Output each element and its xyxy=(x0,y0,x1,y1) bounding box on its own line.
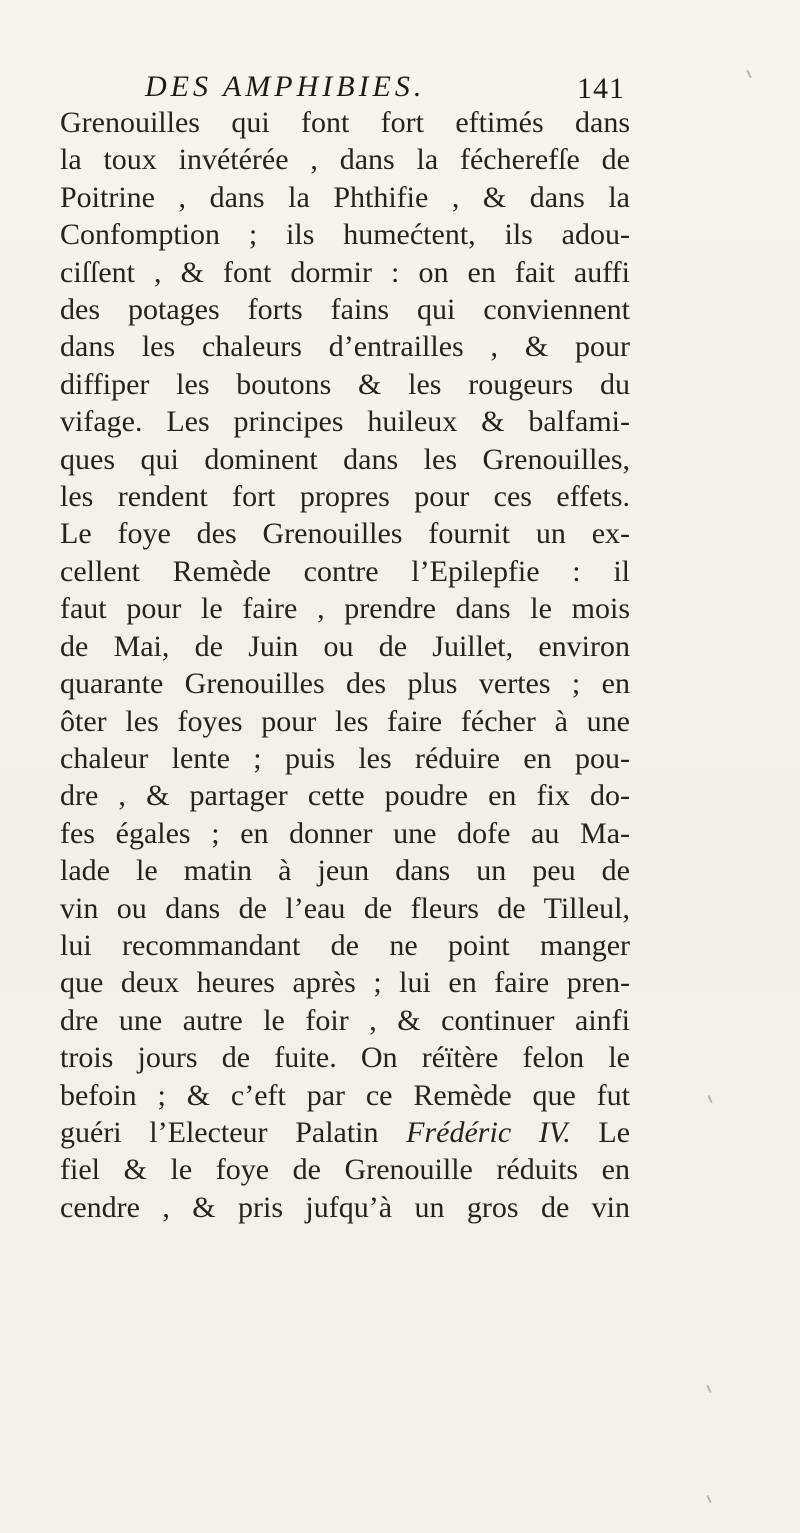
text-line: dre , & partager cette poudre en fix do- xyxy=(60,779,630,813)
text-line: fes égales ; en donner une dofe au Ma- xyxy=(60,816,630,850)
text-line: des potages forts fains qui conviennent xyxy=(60,293,630,327)
body-text xyxy=(60,104,630,1226)
text-line: que deux heures après ; lui en faire pren- xyxy=(60,966,630,1000)
running-title: DES AMPHIBIES. xyxy=(145,70,426,103)
text-fragment: guéri l’Electeur Palatin xyxy=(60,1115,379,1149)
text-line: ôter les foyes pour les faire fécher à une xyxy=(60,704,630,738)
text-line: befoin ; & c’eft par ce Remède que fut xyxy=(60,1078,630,1112)
text-line: ques qui dominent dans les Grenouilles, xyxy=(60,442,630,476)
text-line: lui recommandant de ne point manger xyxy=(60,928,630,962)
stray-mark xyxy=(707,1095,712,1103)
text-line: cendre , & pris jufqu’à un gros de vin xyxy=(60,1190,630,1224)
text-line: vifage. Les principes huileux & balfami- xyxy=(60,405,630,439)
text-line: Grenouilles qui font fort eftimés dans xyxy=(60,106,630,139)
text-line: de Mai, de Juin ou de Juillet, environ xyxy=(60,629,630,663)
stray-mark xyxy=(706,1495,711,1503)
page-number: 141 xyxy=(577,72,625,105)
text-line-with-name xyxy=(60,1114,630,1151)
text-line: vin ou dans de l’eau de fleurs de Tilleul, xyxy=(60,891,630,925)
text-line: dans les chaleurs d’entrailles , & pour xyxy=(60,330,630,364)
text-line: fiel & le foye de Grenouille réduits en xyxy=(60,1153,630,1187)
italic-name: Frédéric IV. xyxy=(406,1115,571,1149)
stray-mark xyxy=(746,70,751,78)
text-fragment: Le xyxy=(598,1115,631,1149)
text-line: faut pour le faire , prendre dans le mois xyxy=(60,592,630,626)
text-line: Le foye des Grenouilles fournit un ex- xyxy=(60,517,630,551)
text-line: dre une autre le foir , & continuer ainfi xyxy=(60,1003,630,1037)
text-line: chaleur lente ; puis les réduire en pou- xyxy=(60,741,630,775)
text-line: la toux invétérée , dans la fécherefſe de xyxy=(60,143,630,177)
text-line: diffiper les boutons & les rougeurs du xyxy=(60,367,630,401)
text-line: ciſſent , & font dormir : on en fait auffi xyxy=(60,255,630,289)
text-line: trois jours de fuite. On réïtère felon le xyxy=(60,1041,630,1075)
text-line: Poitrine , dans la Phthifie , & dans la xyxy=(60,180,630,214)
stray-mark xyxy=(706,1385,711,1393)
text-line: cellent Remède contre l’Epilepfie : il xyxy=(60,554,630,588)
text-line: lade le matin à jeun dans un peu de xyxy=(60,854,630,888)
text-line: quarante Grenouilles des plus vertes ; en xyxy=(60,667,630,701)
text-line: Confomption ; ils humećtent, ils adou- xyxy=(60,218,630,252)
text-line: les rendent fort propres pour ces effets. xyxy=(60,480,630,514)
